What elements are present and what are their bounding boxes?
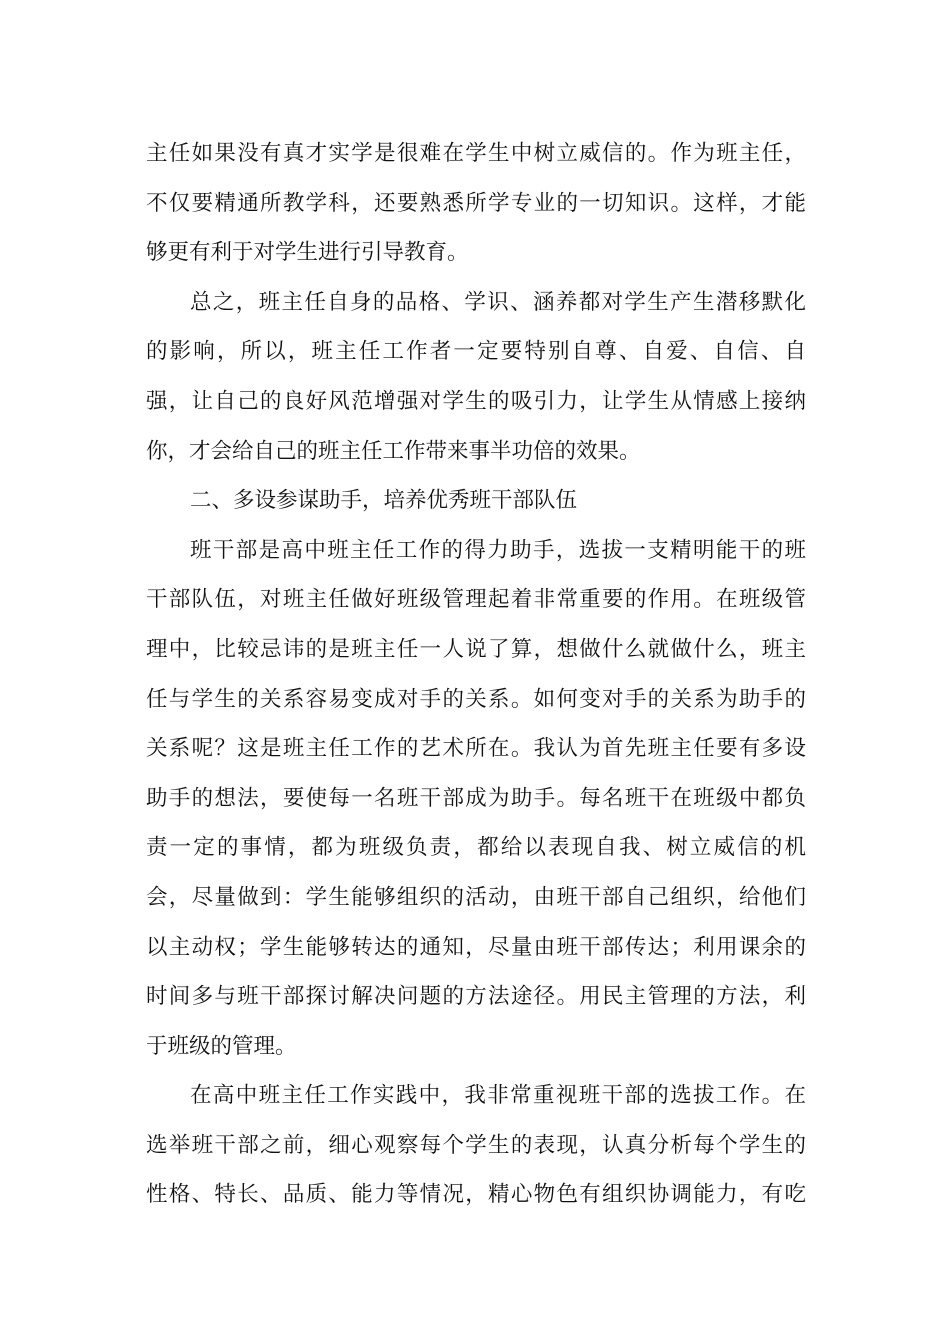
text-line: 总之，班主任自身的品格、学识、涵养都对学生产生潜移默化 — [190, 289, 806, 315]
document-body — [146, 129, 806, 1220]
text-line: 理中，比较忌讳的是班主任一人说了算，想做什么就做什么，班主 — [146, 636, 806, 662]
text-line: 你，才会给自己的班主任工作带来事半功倍的效果。 — [146, 438, 641, 464]
text-line: 于班级的管理。 — [146, 1033, 297, 1059]
text-line: 责一定的事情，都为班级负责，都给以表现自我、树立威信的机 — [146, 835, 806, 861]
text-line: 主任如果没有真才实学是很难在学生中树立威信的。作为班主任， — [146, 141, 806, 166]
text-line: 在高中班主任工作实践中，我非常重视班干部的选拔工作。在 — [190, 1083, 806, 1109]
text-line: 的影响，所以，班主任工作者一定要特别自尊、自爱、自信、自 — [146, 339, 806, 365]
text-line: 不仅要精通所教学科，还要熟悉所学专业的一切知识。这样，才能 — [146, 190, 806, 216]
section-heading: 二、多设参谋助手，培养优秀班干部队伍 — [190, 488, 578, 514]
text-line: 以主动权；学生能够转达的通知，尽量由班干部传达；利用课余的 — [146, 934, 806, 960]
text-line: 助手的想法，要使每一名班干部成为助手。每名班干在班级中都负 — [146, 785, 806, 811]
text-line: 干部队伍，对班主任做好班级管理起着非常重要的作用。在班级管 — [146, 587, 806, 613]
text-line: 关系呢？这是班主任工作的艺术所在。我认为首先班主任要有多设 — [146, 736, 806, 762]
text-line: 强，让自己的良好风范增强对学生的吸引力，让学生从情感上接纳 — [146, 388, 806, 414]
text-line: 班干部是高中班主任工作的得力助手，选拔一支精明能干的班 — [190, 537, 806, 563]
text-line: 会，尽量做到：学生能够组织的活动，由班干部自己组织，给他们 — [146, 884, 806, 910]
text-line: 性格、特长、品质、能力等情况，精心物色有组织协调能力，有吃 — [146, 1182, 806, 1208]
text-line: 时间多与班干部探讨解决问题的方法途径。用民主管理的方法，利 — [146, 984, 806, 1010]
text-line: 选举班干部之前，细心观察每个学生的表现，认真分析每个学生的 — [146, 1132, 806, 1158]
text-line: 够更有利于对学生进行引导教育。 — [146, 240, 469, 266]
text-line: 任与学生的关系容易变成对手的关系。如何变对手的关系为助手的 — [146, 686, 806, 712]
